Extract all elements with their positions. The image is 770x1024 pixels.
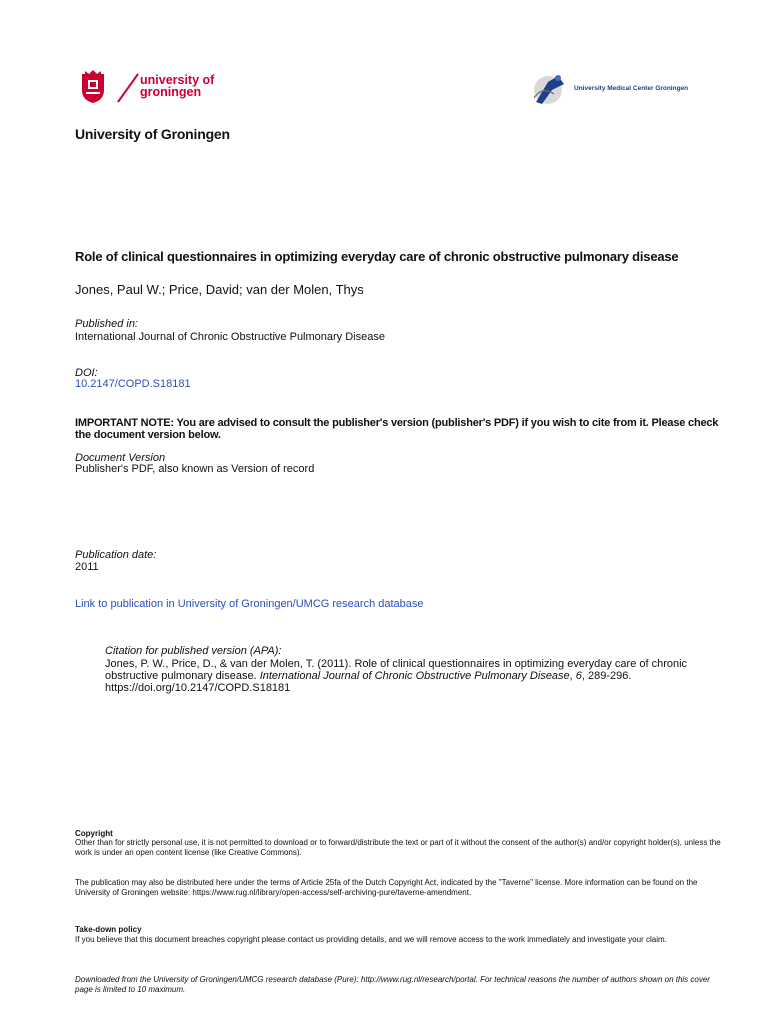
citation-journal: International Journal of Chronic Obstructive Pulmonary Disease [259, 670, 570, 682]
institution-heading: University of Groningen [75, 126, 230, 142]
takedown-body: If you believe that this document breaches copyright please contact us providing details, and we will remove access to the work immediately and investigate your claim. [75, 935, 667, 944]
document-version-value: Publisher's PDF, also known as Version of record [75, 463, 315, 475]
doi-link[interactable]: 10.2147/COPD.S18181 [75, 378, 191, 390]
copyright-body: Other than for strictly personal use, it is not permitted to download or to forward/distribute the text or part of it without the consent of the author(s) and/or copyright holder(s), unless the work is under an open content license (like Creative Commons). [75, 838, 721, 857]
umcg-logo [528, 68, 708, 110]
umcg-wordmark: University Medical Center Groningen [574, 85, 689, 92]
rug-wordmark-line2: groningen [140, 85, 202, 99]
takedown-heading: Take-down policy [75, 925, 142, 934]
article-authors: Jones, Paul W.; Price, David; van der Molen, Thys [75, 282, 364, 297]
citation-post: , 289-296. https://doi.org/10.2147/COPD.S18181 [105, 670, 632, 694]
rug-slash-icon [112, 72, 140, 104]
rug-wordmark [140, 74, 214, 98]
copyright-heading: Copyright [75, 829, 113, 838]
university-of-groningen-logo [80, 68, 230, 108]
citation-volume: 6 [575, 670, 582, 682]
publication-date-value: 2011 [75, 561, 99, 573]
publication-date-label: Publication date: [75, 549, 157, 561]
citation-label: Citation for published version (APA): [105, 645, 282, 657]
citation-text [105, 658, 715, 694]
published-in-label: Published in: [75, 318, 138, 330]
citation-pre: Jones, P. W., Price, D., & van der Molen, T. (2011). Role of clinical questionnaires in optimizing everyday care of chronic obstructive pulmonary disease. [105, 658, 688, 682]
journal-name: International Journal of Chronic Obstructive Pulmonary Disease [75, 331, 385, 343]
document-version-label: Document Version [75, 452, 166, 464]
umcg-figure-icon [528, 68, 570, 110]
rug-crest-icon [80, 68, 106, 104]
download-note: Downloaded from the University of Groningen/UMCG research database (Pure): http://www.rug.nl/research/portal. For technical reasons the number of authors shown on this cover page is limited to 10 maximum. [75, 975, 710, 994]
important-note: IMPORTANT NOTE: You are advised to consult the publisher's version (publisher's PDF) if you wish to cite from it. Please check the document version below. [75, 417, 719, 441]
rug-wordmark-line1: university of [140, 73, 215, 87]
citation-sep: , [569, 670, 576, 682]
article-title: Role of clinical questionnaires in optimizing everyday care of chronic obstructive pulmonary disease [75, 249, 679, 264]
publication-database-link[interactable]: Link to publication in University of Groningen/UMCG research database [75, 598, 424, 610]
doi-label: DOI: [75, 367, 98, 379]
distribution-note: The publication may also be distributed here under the terms of Article 25fa of the Dutch Copyright Act, indicated by the "Taverne" license. More information can be found on the University of Groningen website: https://www.rug.nl/library/open-access/self-archiving-pure/taverne-amendment. [75, 878, 698, 897]
